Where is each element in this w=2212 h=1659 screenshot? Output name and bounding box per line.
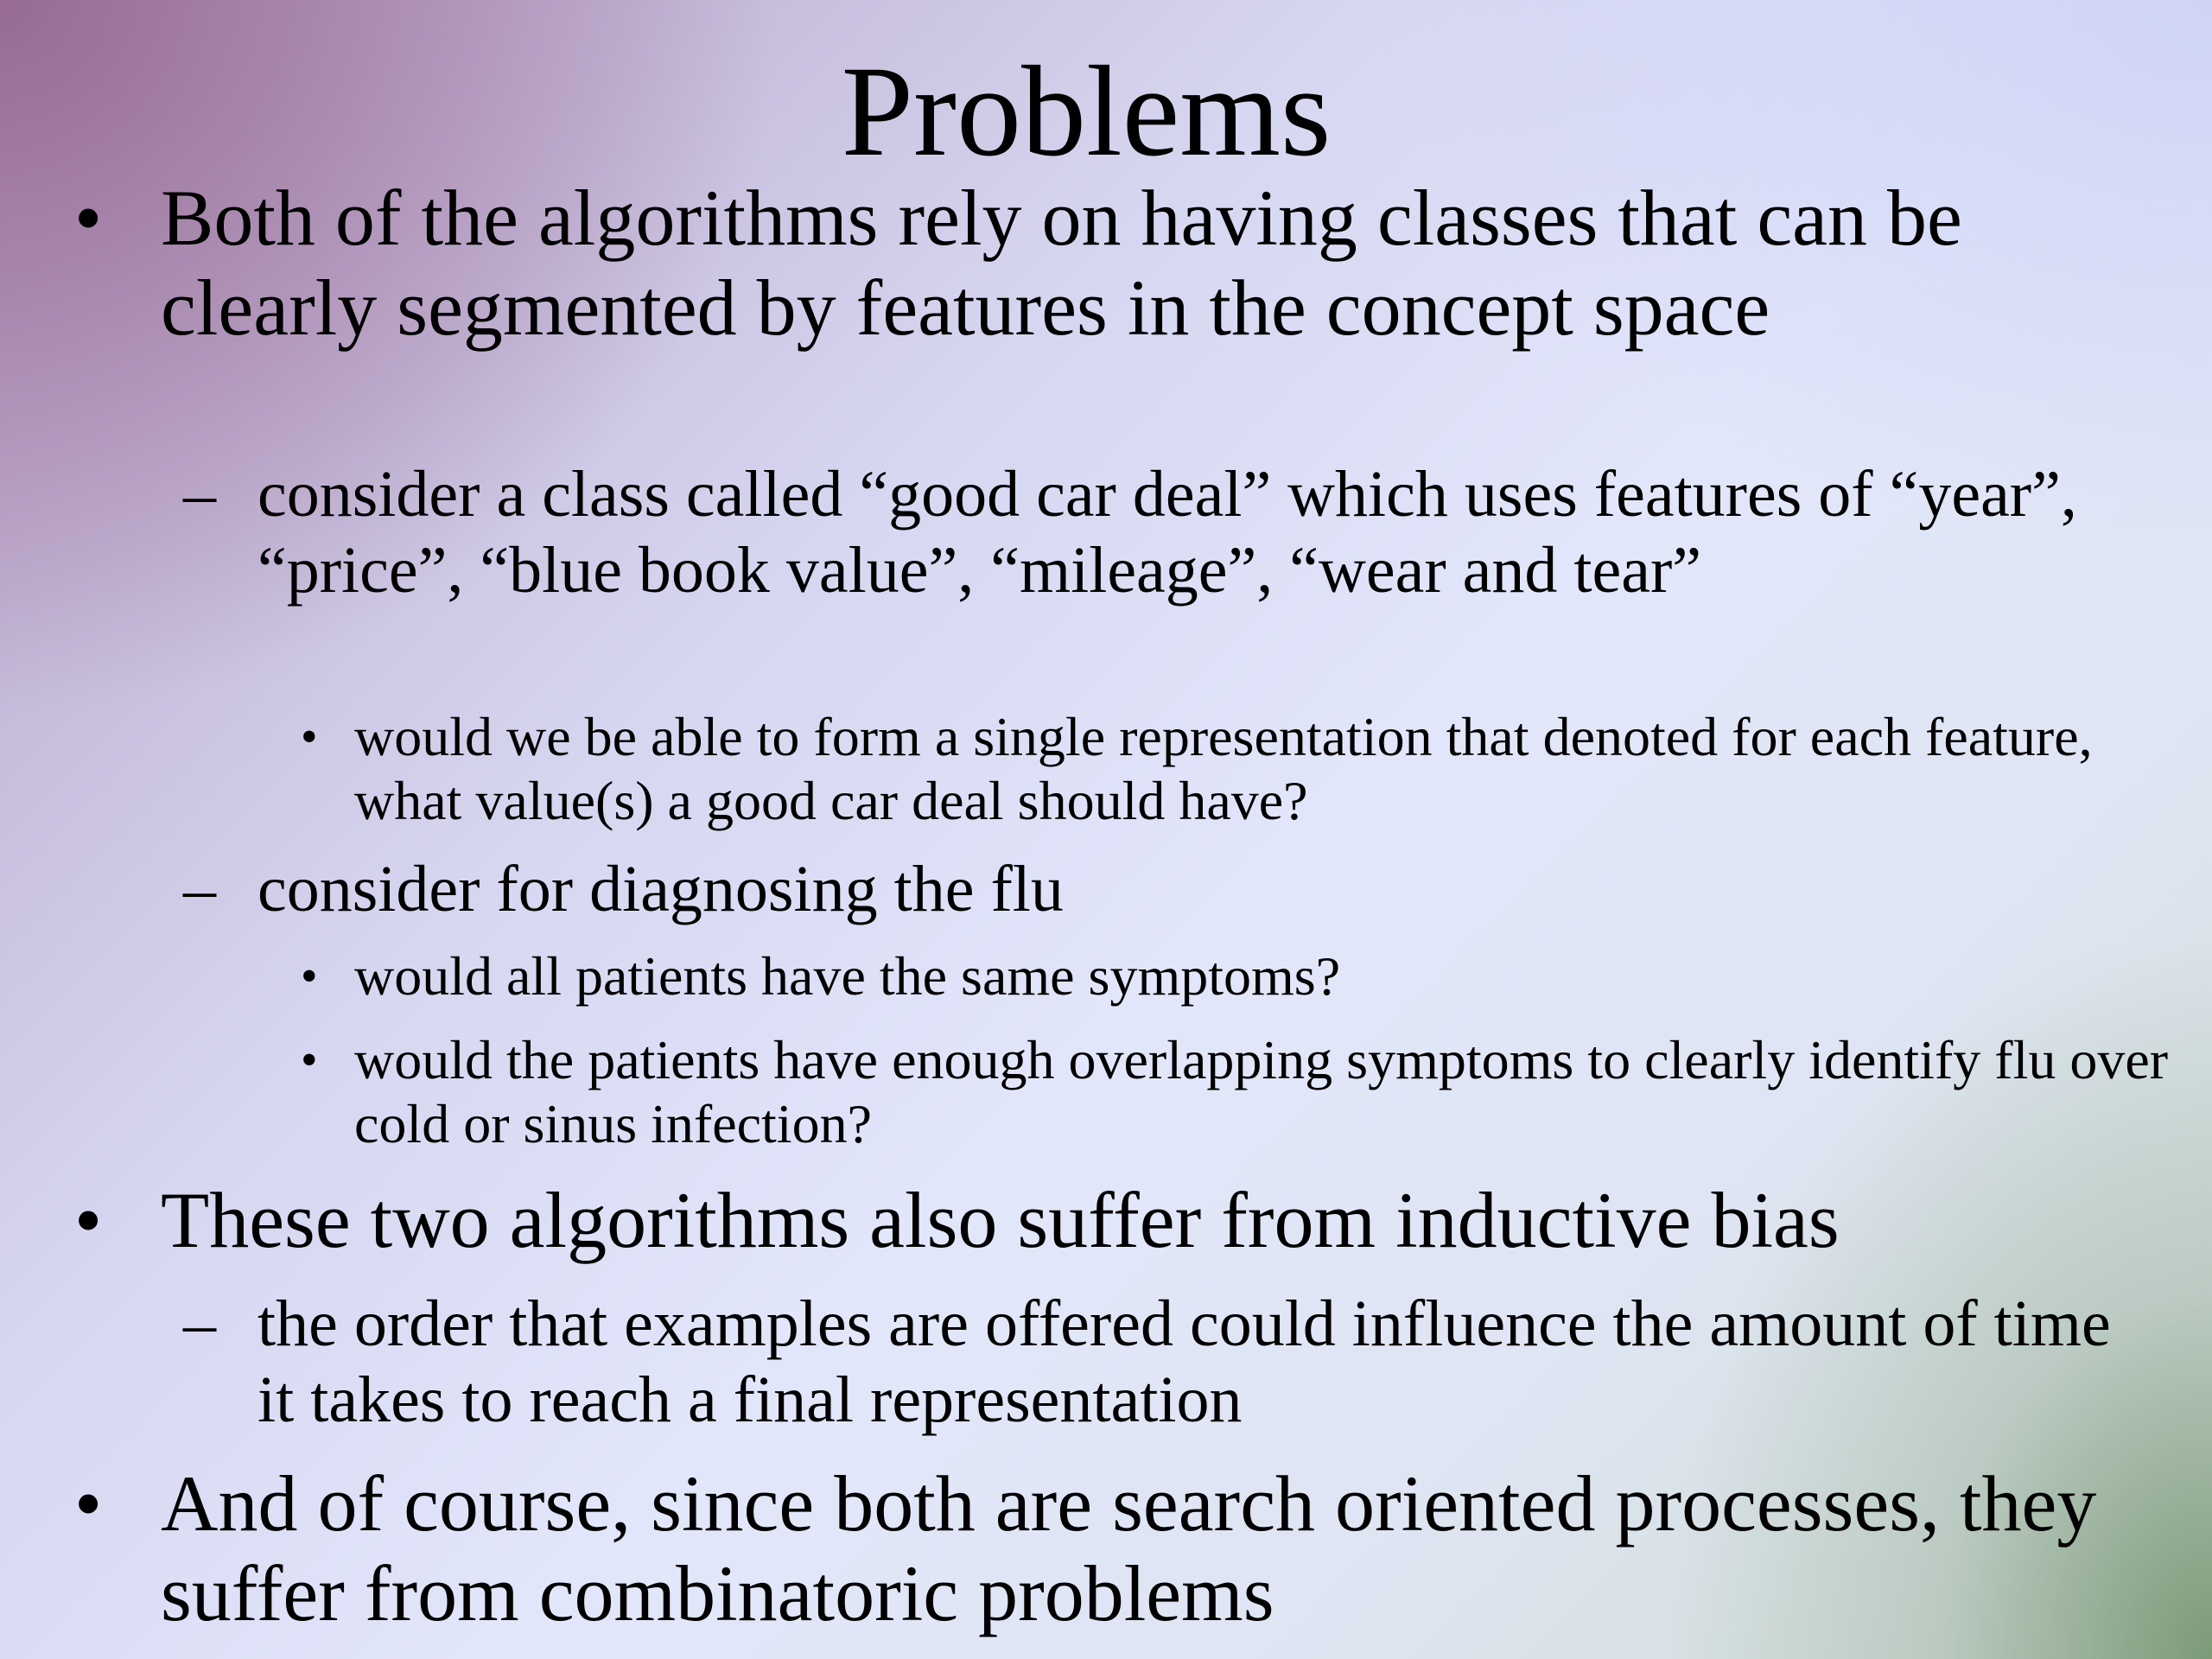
- bullet-marker: •: [74, 1176, 103, 1264]
- bullet-marker: •: [301, 710, 318, 764]
- bullet-combinatoric-problems: [74, 1459, 2148, 1638]
- bullet-text: Both of the algorithms rely on having classes that can be clearly segmented by features in the concept space: [161, 174, 1962, 352]
- bullet-marker: •: [301, 1033, 318, 1087]
- sub-sub-bullet-text: would we be able to form a single representation that denoted for each feature, what value(s) a good car deal should have?: [354, 706, 2093, 831]
- sub-bullet-order-of-examples: [183, 1286, 2158, 1438]
- dash-marker: –: [183, 458, 216, 531]
- slide-title: Problems: [841, 40, 1332, 183]
- sub-bullet-text: consider a class called “good car deal” which uses features of “year”, “price”, “blue book value”, “mileage”, “wear and tear”: [257, 458, 2077, 607]
- sub-sub-bullet-overlapping-symptoms: [301, 1028, 2169, 1156]
- sub-sub-bullet-single-representation: [301, 705, 2169, 833]
- dash-marker: –: [183, 853, 216, 925]
- bullet-marker: •: [74, 1459, 103, 1548]
- sub-bullet-good-car-deal: [183, 456, 2158, 608]
- sub-sub-bullet-text: would the patients have enough overlapping symptoms to clearly identify flu over cold or sinus infection?: [354, 1029, 2169, 1154]
- bullet-marker: •: [301, 950, 318, 1003]
- bullet-marker: •: [74, 174, 103, 262]
- sub-sub-bullet-text: would all patients have the same symptoms?: [354, 945, 1341, 1007]
- dash-marker: –: [183, 1287, 216, 1360]
- sub-sub-bullet-same-symptoms: [301, 944, 2169, 1008]
- bullet-inductive-bias: [74, 1175, 2148, 1265]
- sub-bullet-diagnosing-flu: [183, 851, 2158, 927]
- sub-bullet-text: consider for diagnosing the flu: [257, 853, 1064, 925]
- bullet-text: And of course, since both are search oriented processes, they suffer from combinatoric problems: [161, 1459, 2097, 1637]
- sub-bullet-text: the order that examples are offered could influence the amount of time it takes to reach a final representation: [257, 1287, 2111, 1436]
- bullet-algorithms-rely-on-classes: [74, 173, 2148, 353]
- bullet-text: These two algorithms also suffer from inductive bias: [161, 1176, 1840, 1264]
